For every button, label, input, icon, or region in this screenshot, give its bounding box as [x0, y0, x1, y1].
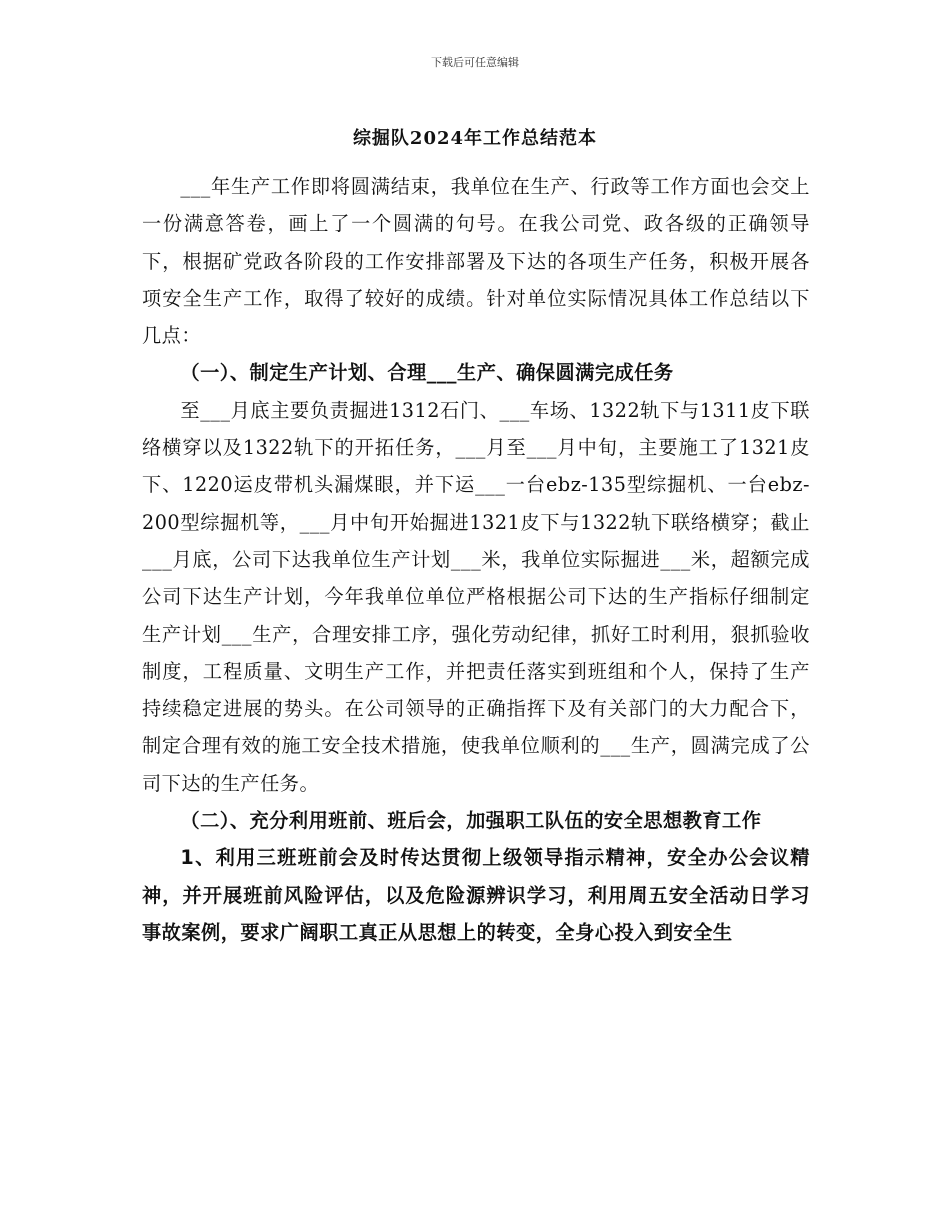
section-2-item-1: 1、利用三班班前会及时传达贯彻上级领导指示精神，安全办公会议精神，并开展班前风险评估，以及危险源辨识学习，利用周五安全活动日学习事故案例，要求广阔职工真正从思想上的转变，全身心投入到安全生 [142, 846, 810, 944]
section-heading-2: （二）、充分利用班前、班后会，加强职工队伍的安全思想教育工作 [180, 809, 762, 833]
document-body [142, 168, 810, 951]
section-1-paragraph: 至___月底主要负责掘进1312石门、___车场、1322轨下与1311皮下联络横穿以及1322轨下的开拓任务，___月至___月中旬，主要施工了1321皮下、1220运皮带机头漏煤眼，并下运___一台ebz-135型综掘机、一台ebz-200型综掘机等，___月中旬开始掘进1321皮下与1322轨下联络横穿；截止___月底，公司下达我单位生产计划___米，我单位实际掘进___米，超额完成公司下达生产计划，今年我单位单位严格根据公司下达的生产指标仔细制定生产计划___生产，合理安排工序，强化劳动纪律，抓好工时利用，狠抓验收制度，工程质量、文明生产工作，并把责任落实到班组和个人，保持了生产持续稳定进展的势头。在公司领导的正确指挥下及有关部门的大力配合下，制定合理有效的施工安全技术措施，使我单位顺利的___生产，圆满完成了公司下达的生产任务。 [142, 398, 810, 795]
intro-paragraph: ___年生产工作即将圆满结束，我单位在生产、行政等工作方面也会交上一份满意答卷，画上了一个圆满的句号。在我公司党、政各级的正确领导下，根据矿党政各阶段的工作安排部署及下达的各项生产任务，积极开展各项安全生产工作，取得了较好的成绩。针对单位实际情况具体工作总结以下几点： [142, 175, 810, 348]
document-title: 综掘队2024年工作总结范本 [352, 128, 598, 149]
header-note: 下载后可任意编辑 [431, 56, 519, 69]
section-heading-1: （一）、制定生产计划、合理___生产、确保圆满完成任务 [180, 361, 674, 385]
